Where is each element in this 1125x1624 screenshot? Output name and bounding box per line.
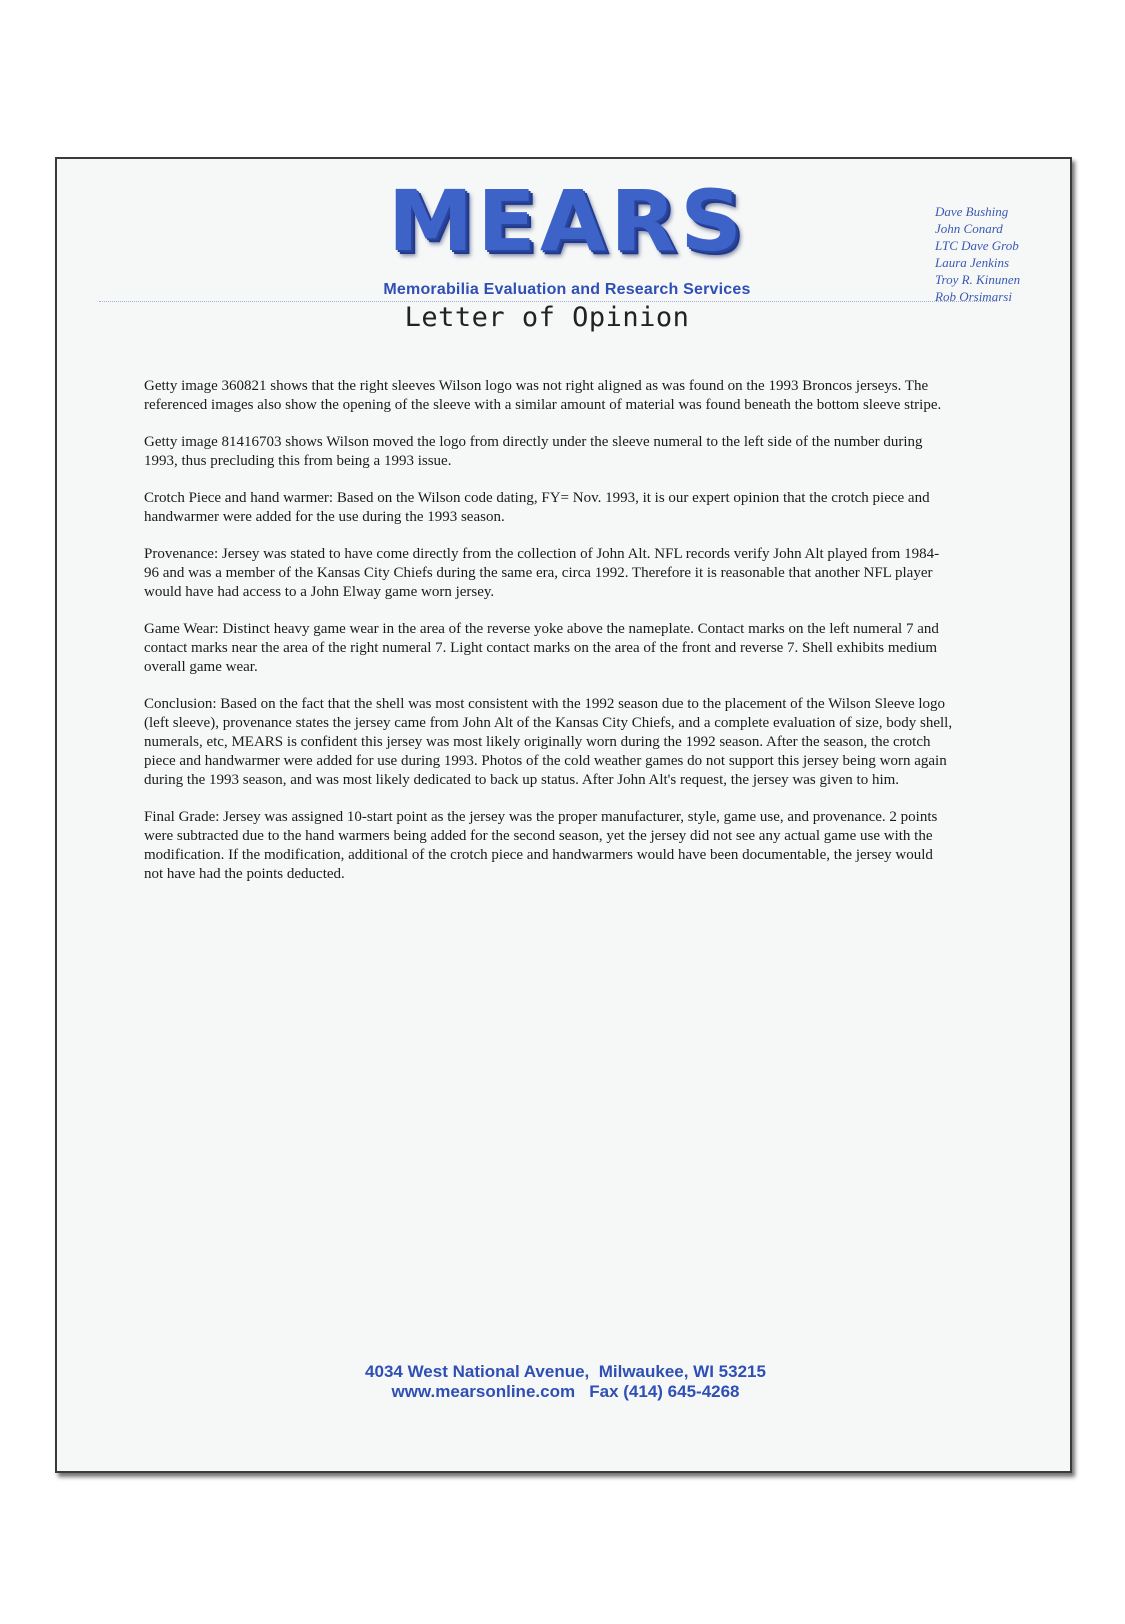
staff-list	[935, 203, 1020, 305]
paragraph-getty-81416703: Getty image 81416703 shows Wilson moved the logo from directly under the sleeve numeral to the left side of the number during 1993, thus precluding this from being a 1993 issue.	[144, 434, 923, 469]
footer-web-fax: www.mearsonline.com Fax (414) 645-4268	[391, 1382, 740, 1401]
staff-name: Troy R. Kinunen	[935, 272, 1021, 287]
paragraph-game-wear: Game Wear: Distinct heavy game wear in the area of the reverse yoke above the nameplate. Contact marks on the left numeral 7 and contact marks near the area of the right numeral 7. Light contact marks on the area of the front and reverse 7. Shell exhibits medium overall game wear.	[144, 621, 939, 675]
staff-name: LTC Dave Grob	[935, 238, 1019, 253]
paragraph-crotch-piece: Crotch Piece and hand warmer: Based on the Wilson code dating, FY= Nov. 1993, it is our expert opinion that the crotch piece and handwarmer were added for the use during the 1993 season.	[144, 490, 930, 525]
document-title: Letter of Opinion	[404, 302, 690, 333]
paragraph-getty-360821: Getty image 360821 shows that the right sleeves Wilson logo was not right aligned as was found on the 1993 Broncos jerseys. The referenced images also show the opening of the sleeve with a similar amount of material was found beneath the bottom sleeve stripe.	[144, 378, 942, 413]
letter-page	[55, 157, 1072, 1473]
mears-logo	[357, 172, 777, 270]
staff-name: John Conard	[935, 221, 1003, 236]
staff-name: Rob Orsimarsi	[935, 289, 1012, 304]
staff-name: Laura Jenkins	[935, 255, 1010, 270]
letter-body	[144, 377, 954, 902]
letterhead-footer	[57, 1362, 1074, 1402]
footer-address: 4034 West National Avenue, Milwaukee, WI 53215	[365, 1362, 766, 1381]
organization-name: Memorabilia Evaluation and Research Services	[383, 281, 751, 298]
staff-name: Dave Bushing	[935, 204, 1009, 219]
logo-text: MEARS	[387, 172, 747, 270]
paragraph-final-grade: Final Grade: Jersey was assigned 10-start point as the jersey was the proper manufacturer, style, game use, and provenance. 2 points were subtracted due to the hand warmers being added for the second season, yet the jersey did not see any actual game use with the modification. If the modification, additional of the crotch piece and handwarmers would have been documentable, the jersey would not have had the points deducted.	[144, 809, 938, 882]
paragraph-provenance: Provenance: Jersey was stated to have come directly from the collection of John Alt. NFL records verify John Alt played from 1984-96 and was a member of the Kansas City Chiefs during the same era, circa 1992. Therefore it is reasonable that another NFL player would have had access to a John Elway game worn jersey.	[144, 546, 940, 600]
paragraph-conclusion: Conclusion: Based on the fact that the shell was most consistent with the 1992 season due to the placement of the Wilson Sleeve logo (left sleeve), provenance states the jersey came from John Alt of the Kansas City Chiefs, and a complete evaluation of size, body shell, numerals, etc, MEARS is confident this jersey was most likely originally worn during the 1992 season. After the season, the crotch piece and handwarmer were added for use during 1993. Photos of the cold weather games do not support this jersey being worn again during the 1993 season, and was most likely dedicated to back up status. After John Alt's request, the jersey was given to him.	[144, 696, 953, 788]
